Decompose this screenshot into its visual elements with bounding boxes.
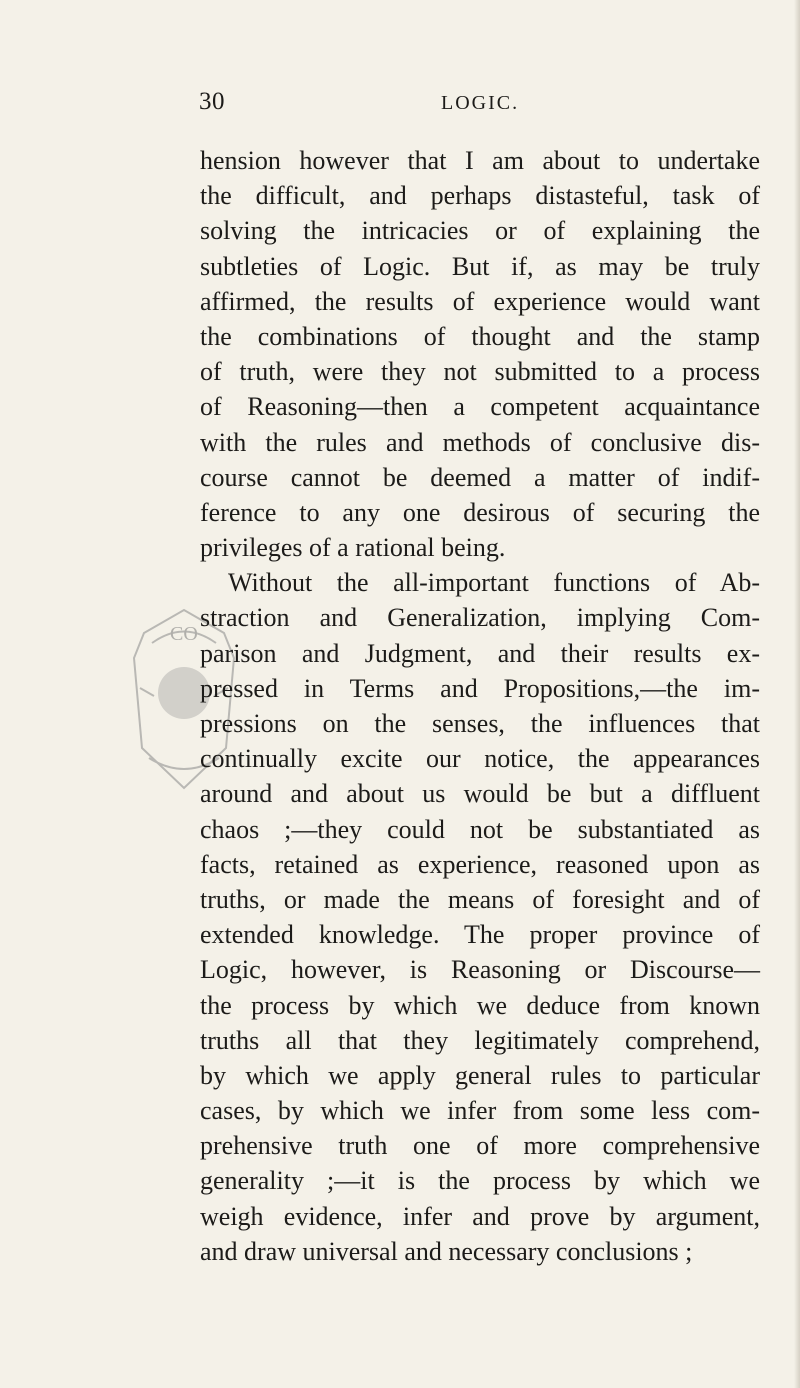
text-line: truths, or made the means of foresight and of: [200, 884, 760, 914]
text-line: and draw universal and necessary conclusions ;: [200, 1236, 693, 1266]
text-line: hension however that I am about to undertake: [200, 146, 760, 175]
paragraph-start-line: Without the all-important functions of Ab-: [228, 568, 760, 598]
text-line: prehensive truth one of more comprehensive: [200, 1131, 760, 1161]
running-head: LOGIC.: [441, 92, 520, 114]
text-line: course cannot be deemed a matter of indif-: [200, 462, 760, 492]
text-line: pressed in Terms and Propositions,—the im-: [200, 673, 760, 703]
text-line: the difficult, and perhaps distasteful, task of: [200, 181, 760, 211]
text-line: cases, by which we infer from some less com-: [200, 1096, 760, 1126]
text-line: privileges of a rational being.: [200, 533, 506, 563]
page-edge-shadow: [794, 0, 800, 1388]
text-line: continually excite our notice, the appearances: [200, 744, 760, 774]
text-line: extended knowledge. The proper province of: [200, 920, 760, 950]
text-line: facts, retained as experience, reasoned upon as: [200, 849, 760, 879]
text-line: pressions on the senses, the influences that: [200, 709, 760, 738]
text-line: solving the intricacies or of explaining the: [200, 216, 760, 246]
text-line: affirmed, the results of experience would want: [200, 286, 760, 316]
text-line: of Reasoning—then a competent acquaintance: [200, 392, 760, 422]
text-line: of truth, were they not submitted to a process: [200, 357, 760, 387]
text-line: parison and Judgment, and their results ex-: [200, 638, 760, 668]
text-line: ference to any one desirous of securing the: [200, 497, 760, 527]
text-line: subtleties of Logic. But if, as may be truly: [200, 251, 760, 281]
text-line: truths all that they legitimately comprehend,: [200, 1025, 760, 1055]
text-line: straction and Generalization, implying Com-: [200, 603, 760, 633]
text-line: chaos ;—they could not be substantiated as: [200, 814, 760, 844]
text-line: by which we apply general rules to particular: [200, 1060, 760, 1090]
text-line: around and about us would be but a diffluent: [200, 779, 760, 809]
text-line: with the rules and methods of conclusive dis-: [200, 427, 760, 457]
text-line: the combinations of thought and the stamp: [200, 321, 760, 351]
body-text: [200, 143, 760, 1269]
text-line: weigh evidence, infer and prove by argument,: [200, 1201, 760, 1231]
text-line: the process by which we deduce from known: [200, 990, 760, 1020]
text-line: generality ;—it is the process by which we: [200, 1166, 760, 1196]
stamp-text: CO: [170, 623, 198, 645]
text-line: Logic, however, is Reasoning or Discourse—: [200, 955, 760, 985]
page-number: 30: [199, 88, 225, 115]
page-header: [0, 88, 800, 118]
